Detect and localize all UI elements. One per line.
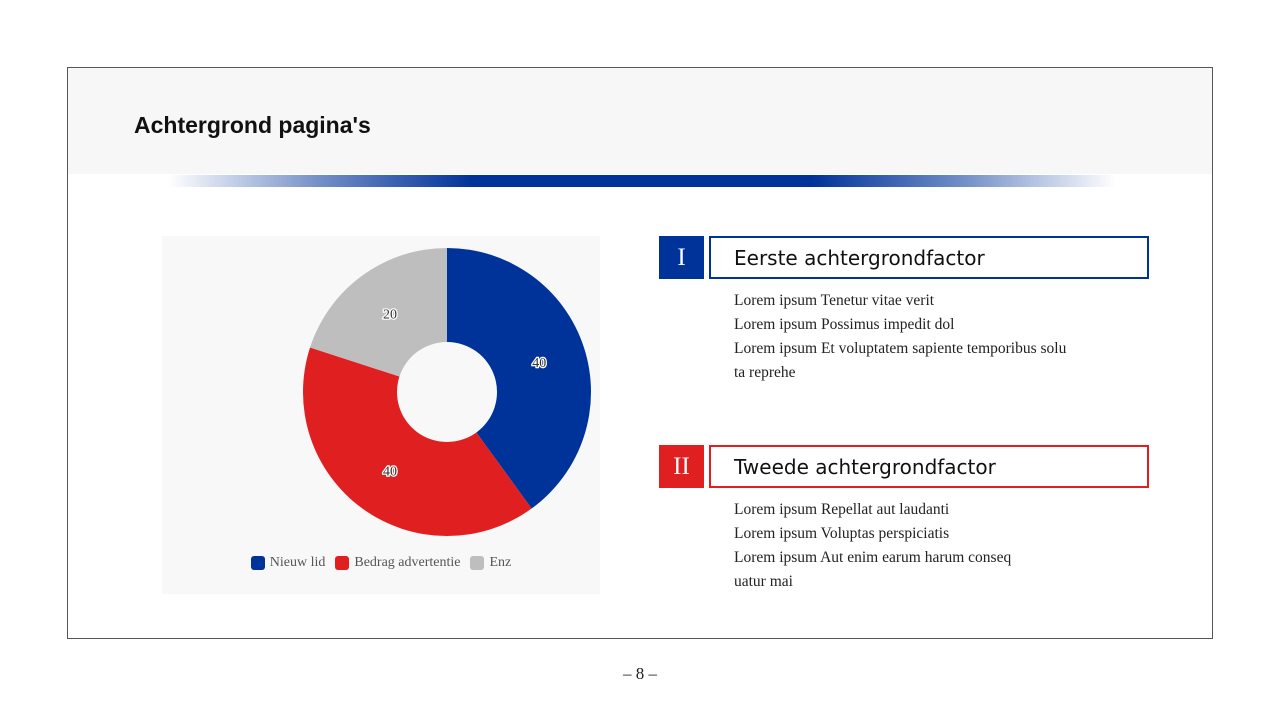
donut-chart — [162, 236, 600, 554]
factor-two-line: Lorem ipsum Aut enim earum harum conseq — [734, 549, 1012, 566]
factor-two-line: Lorem ipsum Repellat aut laudanti — [734, 501, 950, 518]
legend-label-bedrag-advertentie: Bedrag advertentie — [354, 555, 461, 570]
legend-label-enz: Enz — [489, 555, 512, 570]
page-number: – 8 – — [623, 664, 657, 683]
legend-label-nieuw-lid: Nieuw lid — [269, 555, 326, 570]
slide — [67, 67, 1213, 639]
legend-swatch-bedrag-advertentie — [335, 556, 349, 570]
factor-one-numeral: I — [659, 236, 704, 279]
factor-two-text — [734, 498, 1139, 594]
title-underline-gradient — [168, 175, 1116, 187]
page-title: Achtergrond pagina's — [134, 112, 371, 138]
legend-item-bedrag-advertentie[interactable] — [335, 555, 460, 571]
factor-one-line: Lorem ipsum Tenetur vitae verit — [734, 292, 935, 309]
legend-swatch-enz — [470, 556, 484, 570]
legend-item-nieuw-lid[interactable] — [251, 555, 326, 571]
factor-two-title: Tweede achtergrondfactor — [709, 445, 1149, 488]
data-label-enz: 20 — [382, 307, 397, 323]
donut-chart-panel — [162, 236, 600, 594]
data-label-nieuw-lid: 40 — [532, 356, 547, 372]
factor-one-text — [734, 289, 1139, 385]
factor-one-title: Eerste achtergrondfactor — [709, 236, 1149, 279]
factor-one-line: Lorem ipsum Et voluptatem sapiente temporibus solu — [734, 340, 1067, 357]
data-label-bedrag-advertentie: 40 — [382, 464, 397, 480]
factor-one-line: ta reprehe — [734, 364, 796, 381]
factor-two-line: uatur mai — [734, 573, 793, 590]
legend-item-enz[interactable] — [470, 555, 511, 571]
chart-legend — [162, 555, 600, 571]
factor-two-line: Lorem ipsum Voluptas perspiciatis — [734, 525, 950, 542]
factor-two-numeral: II — [659, 445, 704, 488]
legend-swatch-nieuw-lid — [251, 556, 265, 570]
factor-one-line: Lorem ipsum Possimus impedit dol — [734, 316, 955, 333]
